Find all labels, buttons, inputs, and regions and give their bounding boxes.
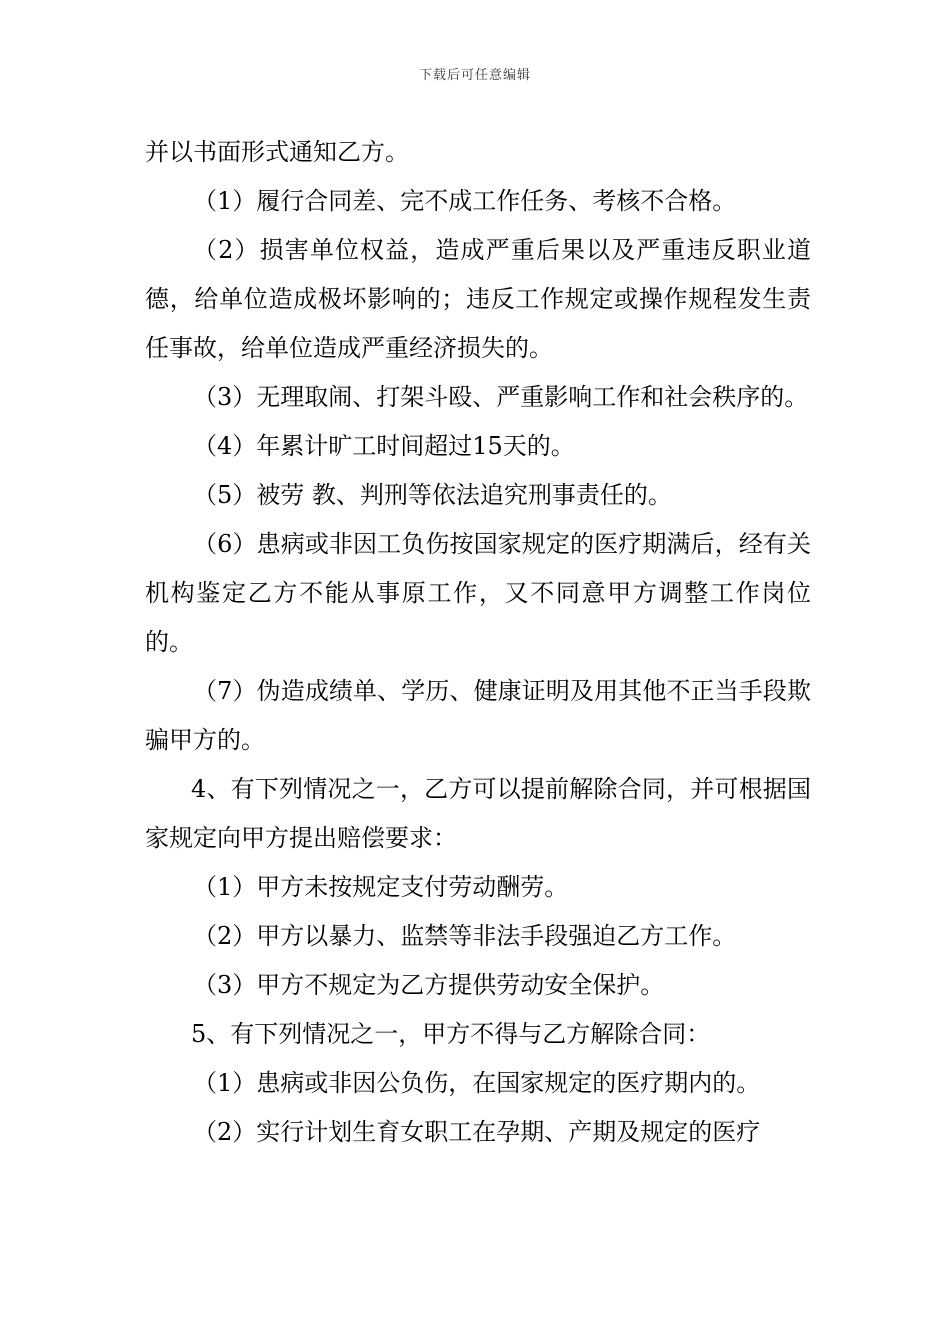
paragraph: （3）无理取闹、打架斗殴、严重影响工作和社会秩序的。 [193,383,809,411]
paragraph: （7）伪造成绩单、学历、健康证明及用其他不正当手段欺骗甲方的。 [145,677,811,754]
paragraph: 4、有下列情况之一，乙方可以提前解除合同，并可根据国家规定向甲方提出赔偿要求： [145,775,811,852]
paragraph: （1）履行合同差、完不成工作任务、考核不合格。 [193,187,737,215]
page-header: 下载后可任意编辑 [418,68,531,83]
paragraph: 并以书面形式通知乙方。 [145,138,409,166]
paragraph: 5、有下列情况之一，甲方不得与乙方解除合同： [191,1020,711,1048]
paragraph: （3）甲方不规定为乙方提供劳动安全保护。 [193,971,665,999]
paragraph: （1）患病或非因公负伤，在国家规定的医疗期内的。 [193,1069,761,1097]
paragraph: （5）被劳 教、判刑等依法追究刑事责任的。 [193,481,672,509]
paragraph: （2）实行计划生育女职工在孕期、产期及规定的医疗 [193,1118,761,1146]
paragraph: （2）损害单位权益，造成严重后果以及严重违反职业道德，给单位造成极坏影响的；违反工作规定或操作规程发生责任事故，给单位造成严重经济损失的。 [145,236,811,362]
paragraph: （2）甲方以暴力、监禁等非法手段强迫乙方工作。 [193,922,737,950]
paragraph: （1）甲方未按规定支付劳动酬劳。 [193,873,569,901]
paragraph: （6）患病或非因工负伤按国家规定的医疗期满后，经有关机构鉴定乙方不能从事原工作，又不同意甲方调整工作岗位的。 [145,530,811,656]
paragraph: （4）年累计旷工时间超过15天的。 [193,432,575,460]
document-body [145,128,811,1157]
